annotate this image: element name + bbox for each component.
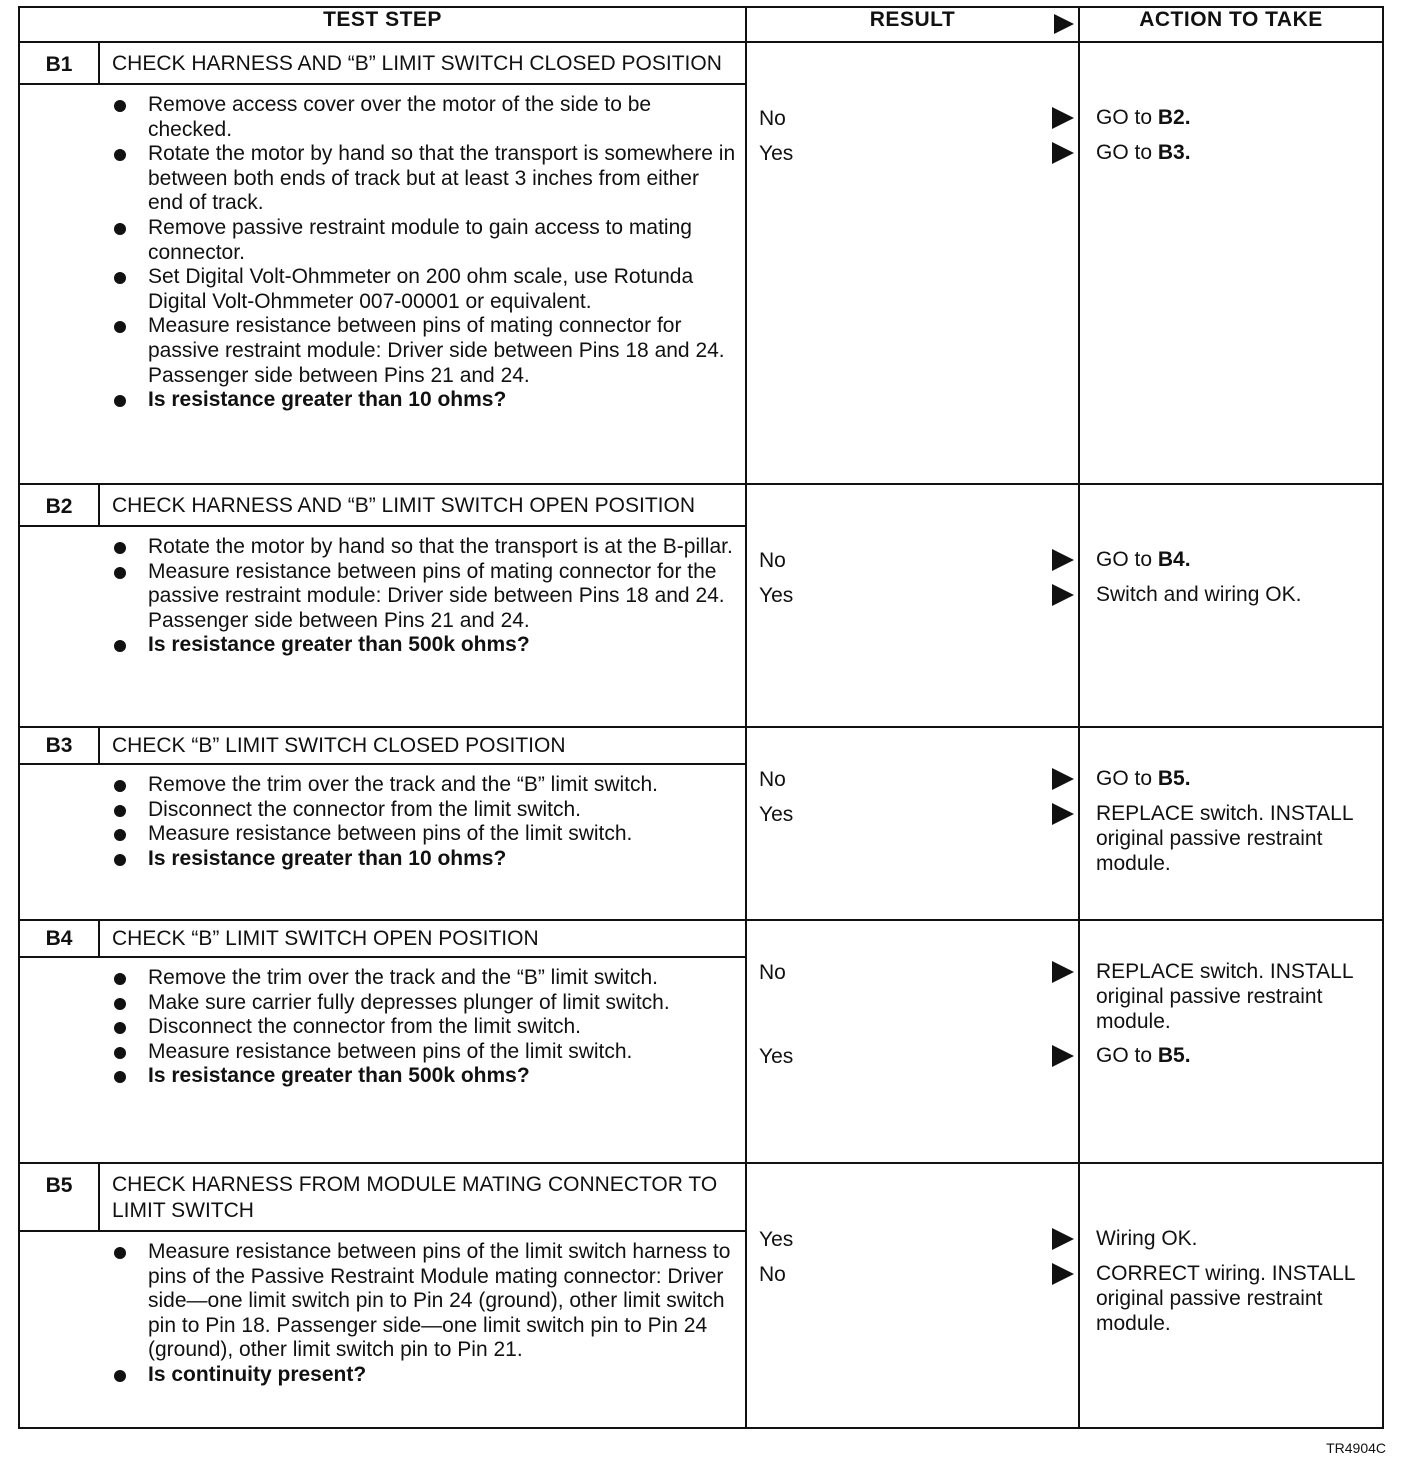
step-cell	[19, 727, 746, 920]
bullet-item: Measure resistance between pins of the limit switch harness to pins of the Passive Restraint Module mating connector: Driver side—one limit switch pin to Pin 24 (ground), other limit switch pin to Pin 18. Passenger side—one limit switch pin to Pin 24 (ground), other limit switch pin to Pin 21.	[106, 1240, 737, 1363]
action-cell	[1079, 42, 1383, 484]
bullet-question: Is resistance greater than 10 ohms?	[106, 388, 737, 413]
action-item: GO to B3.	[1096, 141, 1191, 164]
bullet-icon	[114, 998, 126, 1010]
arrow-icon	[1052, 961, 1074, 983]
bullet-icon	[114, 100, 126, 112]
bullet-question: Is resistance greater than 10 ohms?	[106, 847, 737, 872]
result-cell	[746, 484, 1079, 727]
step-row-b5	[19, 1163, 1383, 1428]
step-cell	[19, 42, 746, 484]
step-cell	[19, 484, 746, 727]
bullet-icon	[114, 149, 126, 161]
action-item: REPLACE switch. INSTALL original passive restraint module.	[1096, 802, 1353, 875]
arrow-icon	[1052, 1045, 1074, 1067]
bullet-icon	[114, 321, 126, 333]
result-row: Yes	[759, 803, 1078, 833]
action-item: GO to B4.	[1096, 548, 1191, 571]
step-title: CHECK HARNESS AND “B” LIMIT SWITCH CLOSED POSITION	[112, 52, 722, 75]
step-row-b1	[19, 42, 1383, 484]
bullet-icon	[114, 567, 126, 579]
result-row: No	[759, 961, 1078, 991]
step-bullets	[20, 958, 745, 1093]
bullet-icon	[114, 1047, 126, 1059]
bullet-question: Is resistance greater than 500k ohms?	[106, 633, 737, 658]
bullet-icon	[114, 805, 126, 817]
action-header: ACTION TO TAKE	[1079, 7, 1383, 42]
step-row-b3	[19, 727, 1383, 920]
action-cell	[1079, 484, 1383, 727]
result-row: No	[759, 549, 1078, 579]
result-cell	[746, 727, 1079, 920]
step-title: CHECK “B” LIMIT SWITCH OPEN POSITION	[112, 927, 539, 950]
test-step-header: TEST STEP	[19, 7, 746, 42]
result-cell	[746, 42, 1079, 484]
arrow-icon	[1052, 803, 1074, 825]
bullet-icon	[114, 854, 126, 866]
result-row: No	[759, 768, 1078, 798]
bullet-item: Disconnect the connector from the limit switch.	[106, 1015, 737, 1040]
diagnostic-table	[18, 6, 1384, 1429]
bullet-icon	[114, 780, 126, 792]
result-header-label: RESULT	[869, 8, 956, 31]
bullet-icon	[114, 973, 126, 985]
step-header	[20, 485, 745, 527]
bullet-question: Is continuity present?	[106, 1363, 737, 1388]
step-id: B1	[20, 43, 100, 83]
bullet-icon	[114, 223, 126, 235]
action-cell	[1079, 727, 1383, 920]
arrow-icon	[1052, 142, 1074, 164]
bullet-icon	[114, 640, 126, 652]
step-header	[20, 43, 745, 85]
result-row: Yes	[759, 1045, 1078, 1075]
step-cell	[19, 920, 746, 1163]
result-cell	[746, 1163, 1079, 1428]
action-item: REPLACE switch. INSTALL original passive restraint module.	[1096, 960, 1353, 1033]
step-id: B3	[20, 728, 100, 763]
step-row-b4	[19, 920, 1383, 1163]
bullet-icon	[114, 829, 126, 841]
arrow-icon	[1052, 768, 1074, 790]
action-item: Switch and wiring OK.	[1096, 583, 1302, 606]
arrow-icon	[1052, 1228, 1074, 1250]
action-item: Wiring OK.	[1096, 1227, 1198, 1250]
bullet-icon	[114, 395, 126, 407]
result-cell	[746, 920, 1079, 1163]
action-cell	[1079, 920, 1383, 1163]
bullet-item: Measure resistance between pins of mating connector for the passive restraint module: Driver side between Pins 18 and 24. Passenger side between Pins 21 and 24.	[106, 560, 737, 634]
action-item: GO to B5.	[1096, 767, 1191, 790]
bullet-item: Rotate the motor by hand so that the transport is somewhere in between both ends of track but at least 3 inches from either end of track.	[106, 142, 737, 216]
bullet-icon	[114, 1370, 126, 1382]
step-title: CHECK HARNESS FROM MODULE MATING CONNECTOR TO LIMIT SWITCH	[112, 1173, 718, 1222]
step-header	[20, 728, 745, 765]
result-row: Yes	[759, 142, 1078, 172]
bullet-item: Remove passive restraint module to gain access to mating connector.	[106, 216, 737, 265]
bullet-icon	[114, 542, 126, 554]
step-bullets	[20, 765, 745, 875]
arrow-icon	[1052, 584, 1074, 606]
table-header-row	[19, 7, 1383, 42]
arrow-icon	[1054, 14, 1074, 34]
bullet-item: Rotate the motor by hand so that the transport is at the B-pillar.	[106, 535, 737, 560]
action-item: GO to B5.	[1096, 1044, 1191, 1067]
bullet-item: Measure resistance between pins of the limit switch.	[106, 822, 737, 847]
bullet-item: Measure resistance between pins of the limit switch.	[106, 1040, 737, 1065]
step-row-b2	[19, 484, 1383, 727]
arrow-icon	[1052, 549, 1074, 571]
step-id: B4	[20, 921, 100, 956]
step-bullets	[20, 527, 745, 662]
bullet-icon	[114, 1022, 126, 1034]
arrow-icon	[1052, 107, 1074, 129]
bullet-icon	[114, 272, 126, 284]
step-bullets	[20, 85, 745, 417]
figure-id: TR4904C	[1326, 1440, 1386, 1456]
step-title: CHECK HARNESS AND “B” LIMIT SWITCH OPEN POSITION	[112, 494, 696, 517]
bullet-item: Set Digital Volt-Ohmmeter on 200 ohm scale, use Rotunda Digital Volt-Ohmmeter 007-00001 or equivalent.	[106, 265, 737, 314]
step-title: CHECK “B” LIMIT SWITCH CLOSED POSITION	[112, 734, 566, 757]
bullet-item: Make sure carrier fully depresses plunger of limit switch.	[106, 991, 737, 1016]
action-item: CORRECT wiring. INSTALL original passive restraint module.	[1096, 1262, 1355, 1335]
bullet-item: Remove the trim over the track and the “B” limit switch.	[106, 773, 737, 798]
bullet-icon	[114, 1247, 126, 1259]
step-id: B5	[20, 1164, 100, 1230]
bullet-question: Is resistance greater than 500k ohms?	[106, 1064, 737, 1089]
step-header	[20, 1164, 745, 1232]
bullet-item: Measure resistance between pins of mating connector for passive restraint module: Driver side between Pins 18 and 24. Passenger side between Pins 21 and 24.	[106, 314, 737, 388]
bullet-item: Remove access cover over the motor of the side to be checked.	[106, 93, 737, 142]
result-row: Yes	[759, 584, 1078, 614]
step-id: B2	[20, 485, 100, 525]
bullet-icon	[114, 1071, 126, 1083]
result-row: No	[759, 1263, 1078, 1293]
result-header	[746, 7, 1079, 42]
action-item: GO to B2.	[1096, 106, 1191, 129]
arrow-icon	[1052, 1263, 1074, 1285]
action-cell	[1079, 1163, 1383, 1428]
step-cell	[19, 1163, 746, 1428]
step-header	[20, 921, 745, 958]
bullet-item: Disconnect the connector from the limit switch.	[106, 798, 737, 823]
diagnostic-table-sheet	[18, 6, 1382, 1429]
step-bullets	[20, 1232, 745, 1392]
bullet-item: Remove the trim over the track and the “B” limit switch.	[106, 966, 737, 991]
result-row: Yes	[759, 1228, 1078, 1258]
result-row: No	[759, 107, 1078, 137]
